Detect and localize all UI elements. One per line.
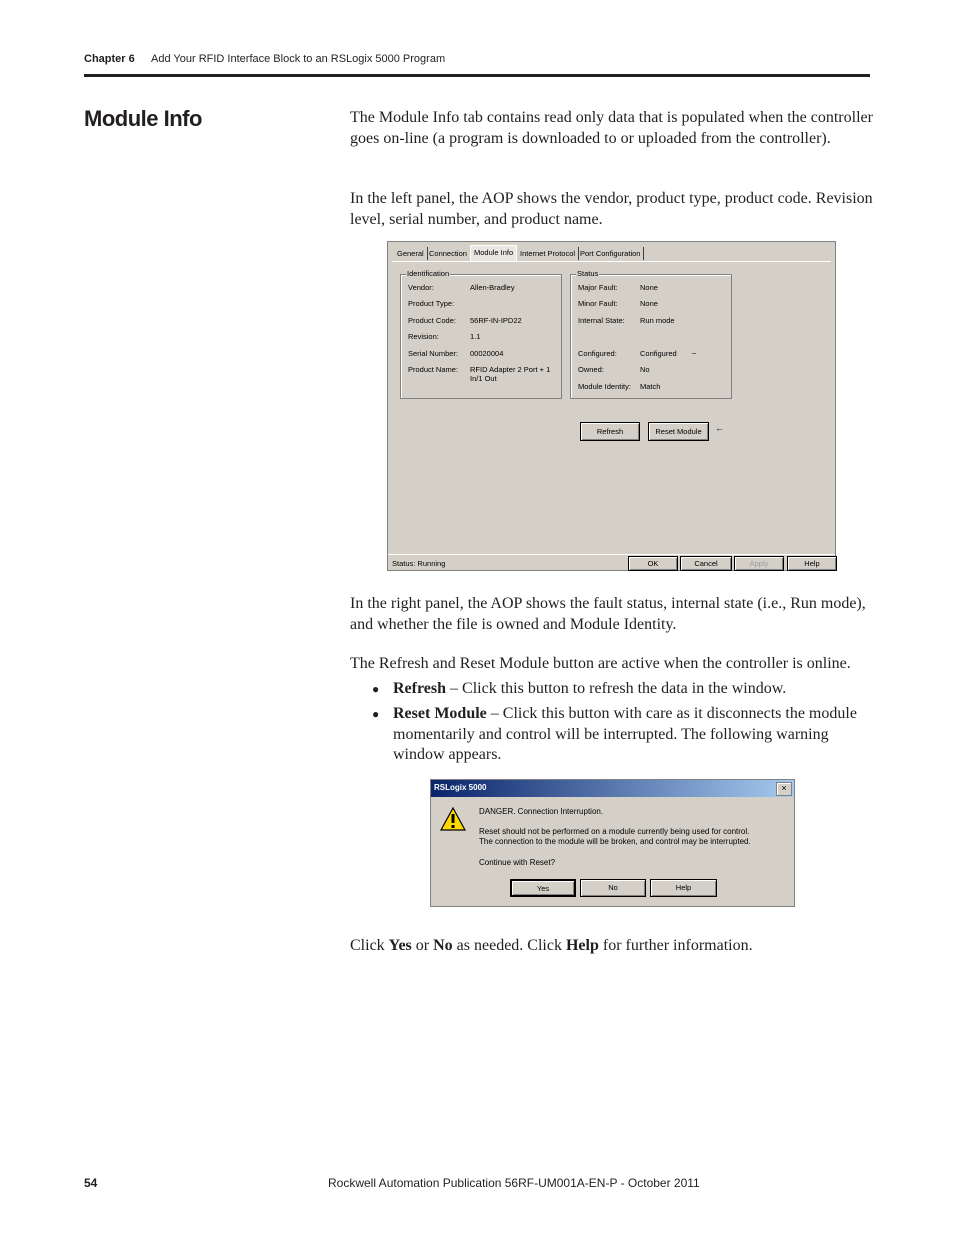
serial-number-label: Serial Number:	[408, 349, 459, 358]
warning-message-2: The connection to the module will be broken, and control may be interrupted.	[479, 837, 751, 846]
paragraph-right-panel: In the right panel, the AOP shows the fault status, internal state (i.e., Run mode), and whether the file is owned and Module Identity.	[350, 595, 866, 633]
closing-yes: Yes	[388, 937, 412, 954]
owned-label: Owned:	[578, 365, 604, 374]
bullet-term: Reset Module	[393, 705, 487, 722]
help-button[interactable]: Help	[650, 879, 717, 897]
configured-value: Configured	[640, 349, 677, 358]
refresh-button[interactable]: Refresh	[580, 422, 640, 441]
tab-module-info[interactable]: Module Info	[470, 245, 517, 262]
status-text: Status: Running	[392, 559, 446, 568]
revision-value: 1.1	[470, 332, 481, 341]
tab-port-configuration[interactable]: Port Configuration	[577, 247, 644, 260]
bullet-icon: ●	[372, 682, 380, 696]
vendor-value: Allen-Bradley	[470, 283, 515, 292]
internal-state-label: Internal State:	[578, 316, 625, 325]
module-identity-value: Match	[640, 382, 661, 391]
identification-group	[400, 269, 562, 399]
minor-fault-value: None	[640, 299, 658, 308]
owned-value: No	[640, 365, 650, 374]
closing-help: Help	[565, 937, 599, 954]
module-identity-label: Module Identity:	[578, 382, 631, 391]
status-label: Status	[577, 269, 599, 278]
closing-no: No	[433, 937, 453, 954]
tab-general[interactable]: General	[394, 247, 428, 260]
major-fault-value: None	[640, 283, 658, 292]
section-title: Module Info	[84, 106, 202, 131]
page-number: 54	[84, 1176, 98, 1190]
tab-internet-protocol[interactable]: Internet Protocol	[517, 247, 579, 260]
major-fault-label: Major Fault:	[578, 283, 618, 292]
help-button[interactable]: Help	[787, 556, 837, 571]
configured-label: Configured:	[578, 349, 617, 358]
tab-divider	[392, 261, 831, 262]
tab-connection[interactable]: Connection	[426, 247, 471, 260]
apply-button[interactable]: Apply	[734, 556, 784, 571]
revision-label: Revision:	[408, 332, 439, 341]
product-name-value: RFID Adapter 2 Port + 1 In/1 Out	[470, 365, 551, 383]
warning-title: RSLogix 5000	[434, 783, 487, 792]
serial-number-value: 00020004	[470, 349, 504, 358]
closing-text: or	[411, 937, 434, 954]
paragraph-intro: The Module Info tab contains read only data that is populated when the controller goes on-line (a program is downloaded to or uploaded from the controller).	[350, 109, 873, 147]
bullet-icon: ●	[372, 707, 380, 721]
bullet-text: – Click this button to refresh the data in the window.	[446, 680, 787, 697]
publication-info: Rockwell Automation Publication 56RF-UM001A-EN-P - October 2011	[328, 1176, 700, 1190]
product-code-label: Product Code:	[408, 316, 456, 325]
bullet-text: – Click this button with care as it disconnects the module momentarily and control will be interrupted. The following warning window appears.	[393, 705, 857, 763]
dash-marker-icon: –	[692, 348, 697, 357]
warning-dialog	[430, 779, 795, 907]
closing-text: Click	[350, 937, 389, 954]
chapter-label: Chapter 6	[84, 53, 135, 65]
closing-text: as needed. Click	[452, 937, 566, 954]
paragraph-left-panel: In the left panel, the AOP shows the vendor, product type, product code. Revision level, serial number, and product name.	[350, 190, 873, 228]
close-icon[interactable]: ×	[776, 782, 792, 796]
paragraph-buttons: The Refresh and Reset Module button are active when the controller is online.	[350, 655, 851, 672]
chapter-title: Add Your RFID Interface Block to an RSLogix 5000 Program	[151, 53, 446, 65]
warning-message-1: Reset should not be performed on a module currently being used for control.	[479, 827, 750, 836]
product-type-label: Product Type:	[408, 299, 455, 308]
ok-button[interactable]: OK	[628, 556, 678, 571]
no-button[interactable]: No	[580, 879, 646, 897]
header-rule	[84, 74, 870, 77]
closing-text: for further information.	[598, 937, 753, 954]
paragraph-closing	[350, 936, 875, 957]
warning-question: Continue with Reset?	[479, 858, 556, 867]
yes-button[interactable]: Yes	[510, 879, 576, 897]
module-properties-dialog	[387, 241, 836, 571]
bullet-term: Refresh	[393, 680, 447, 697]
arrow-left-icon: ←	[715, 423, 724, 433]
status-group	[570, 269, 732, 399]
warning-icon	[440, 807, 466, 831]
reset-module-button[interactable]: Reset Module	[648, 422, 709, 441]
vendor-label: Vendor:	[408, 283, 434, 292]
warning-titlebar	[431, 780, 794, 797]
status-bar	[388, 554, 835, 571]
identification-label: Identification	[407, 269, 450, 278]
warning-heading: DANGER. Connection Interruption.	[479, 807, 604, 816]
product-name-label: Product Name:	[408, 365, 459, 374]
product-code-value: 56RF-IN-IPD22	[470, 316, 522, 325]
cancel-button[interactable]: Cancel	[680, 556, 732, 571]
internal-state-value: Run mode	[640, 316, 675, 325]
minor-fault-label: Minor Fault:	[578, 299, 618, 308]
